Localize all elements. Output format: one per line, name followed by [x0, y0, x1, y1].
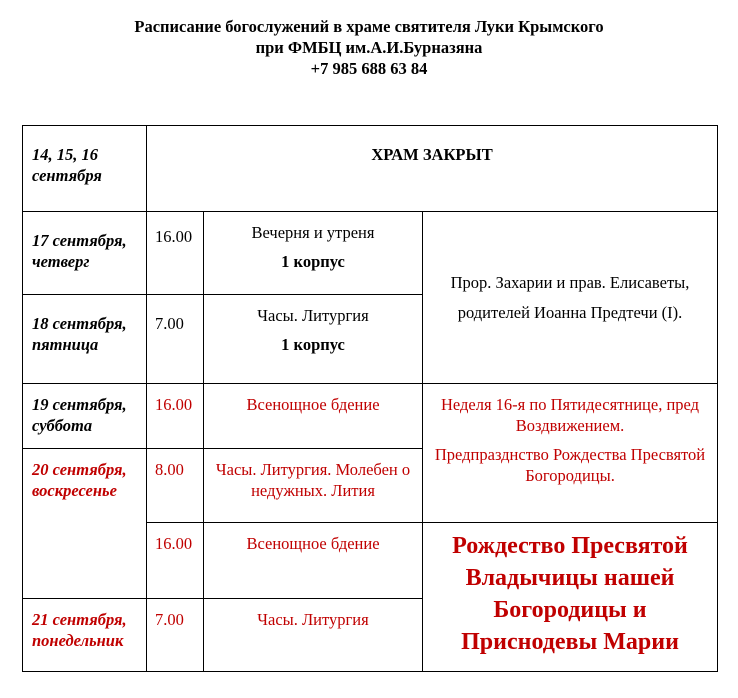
commemoration-line-1: Прор. Захарии и прав. Елисаветы,	[450, 272, 690, 292]
service-sep-17	[204, 212, 423, 295]
sunday-feast-line-2: Предпразднство Рождества Пресвятой Богородицы.	[434, 445, 706, 485]
schedule-table	[22, 125, 718, 672]
service-sep-18-building: 1 корпус	[281, 335, 345, 354]
date-sep-17: 17 сентября, четверг	[23, 212, 147, 295]
date-sep-14-16: 14, 15, 16 сентября	[23, 126, 147, 212]
service-sep-21: Часы. Литургия	[204, 599, 423, 672]
date-sep-18: 18 сентября, пятница	[23, 295, 147, 384]
sunday-feast-line-1: Неделя 16-я по Пятидесятнице, пред Воздвижением.	[440, 395, 700, 435]
time-sep-20-morning: 8.00	[147, 449, 204, 523]
time-sep-18: 7.00	[147, 295, 204, 384]
time-sep-19: 16.00	[147, 384, 204, 449]
commemoration-cell	[423, 212, 718, 384]
header-subtitle: при ФМБЦ им.А.И.Бурназяна	[255, 38, 483, 57]
service-sep-19: Всенощное бдение	[204, 384, 423, 449]
schedule-header	[0, 16, 738, 79]
service-sep-18	[204, 295, 423, 384]
service-sep-20-morning: Часы. Литургия. Молебен о недужных. Лития	[204, 449, 423, 523]
date-sep-21: 21 сентября, понедельник	[23, 599, 147, 672]
sunday-feast-cell	[423, 384, 718, 523]
time-sep-21: 7.00	[147, 599, 204, 672]
service-sep-17-name: Вечерня и утреня	[251, 223, 375, 242]
time-sep-17: 16.00	[147, 212, 204, 295]
header-phone: +7 985 688 63 84	[310, 59, 428, 78]
great-feast-cell: Рождество Пресвятой Владычицы нашей Богородицы и Приснодевы Марии	[423, 523, 718, 672]
commemoration-line-2: родителей Иоанна Предтечи (I).	[457, 302, 683, 322]
service-sep-20-evening: Всенощное бдение	[204, 523, 423, 599]
time-sep-20-evening: 16.00	[147, 523, 204, 599]
service-sep-17-building: 1 корпус	[281, 252, 345, 271]
temple-closed-notice: ХРАМ ЗАКРЫТ	[147, 126, 718, 212]
date-sep-20: 20 сентября, воскресенье	[23, 449, 147, 599]
date-sep-19: 19 сентября, суббота	[23, 384, 147, 449]
header-title: Расписание богослужений в храме святителя Луки Крымского	[134, 17, 604, 36]
service-sep-18-name: Часы. Литургия	[257, 306, 369, 325]
